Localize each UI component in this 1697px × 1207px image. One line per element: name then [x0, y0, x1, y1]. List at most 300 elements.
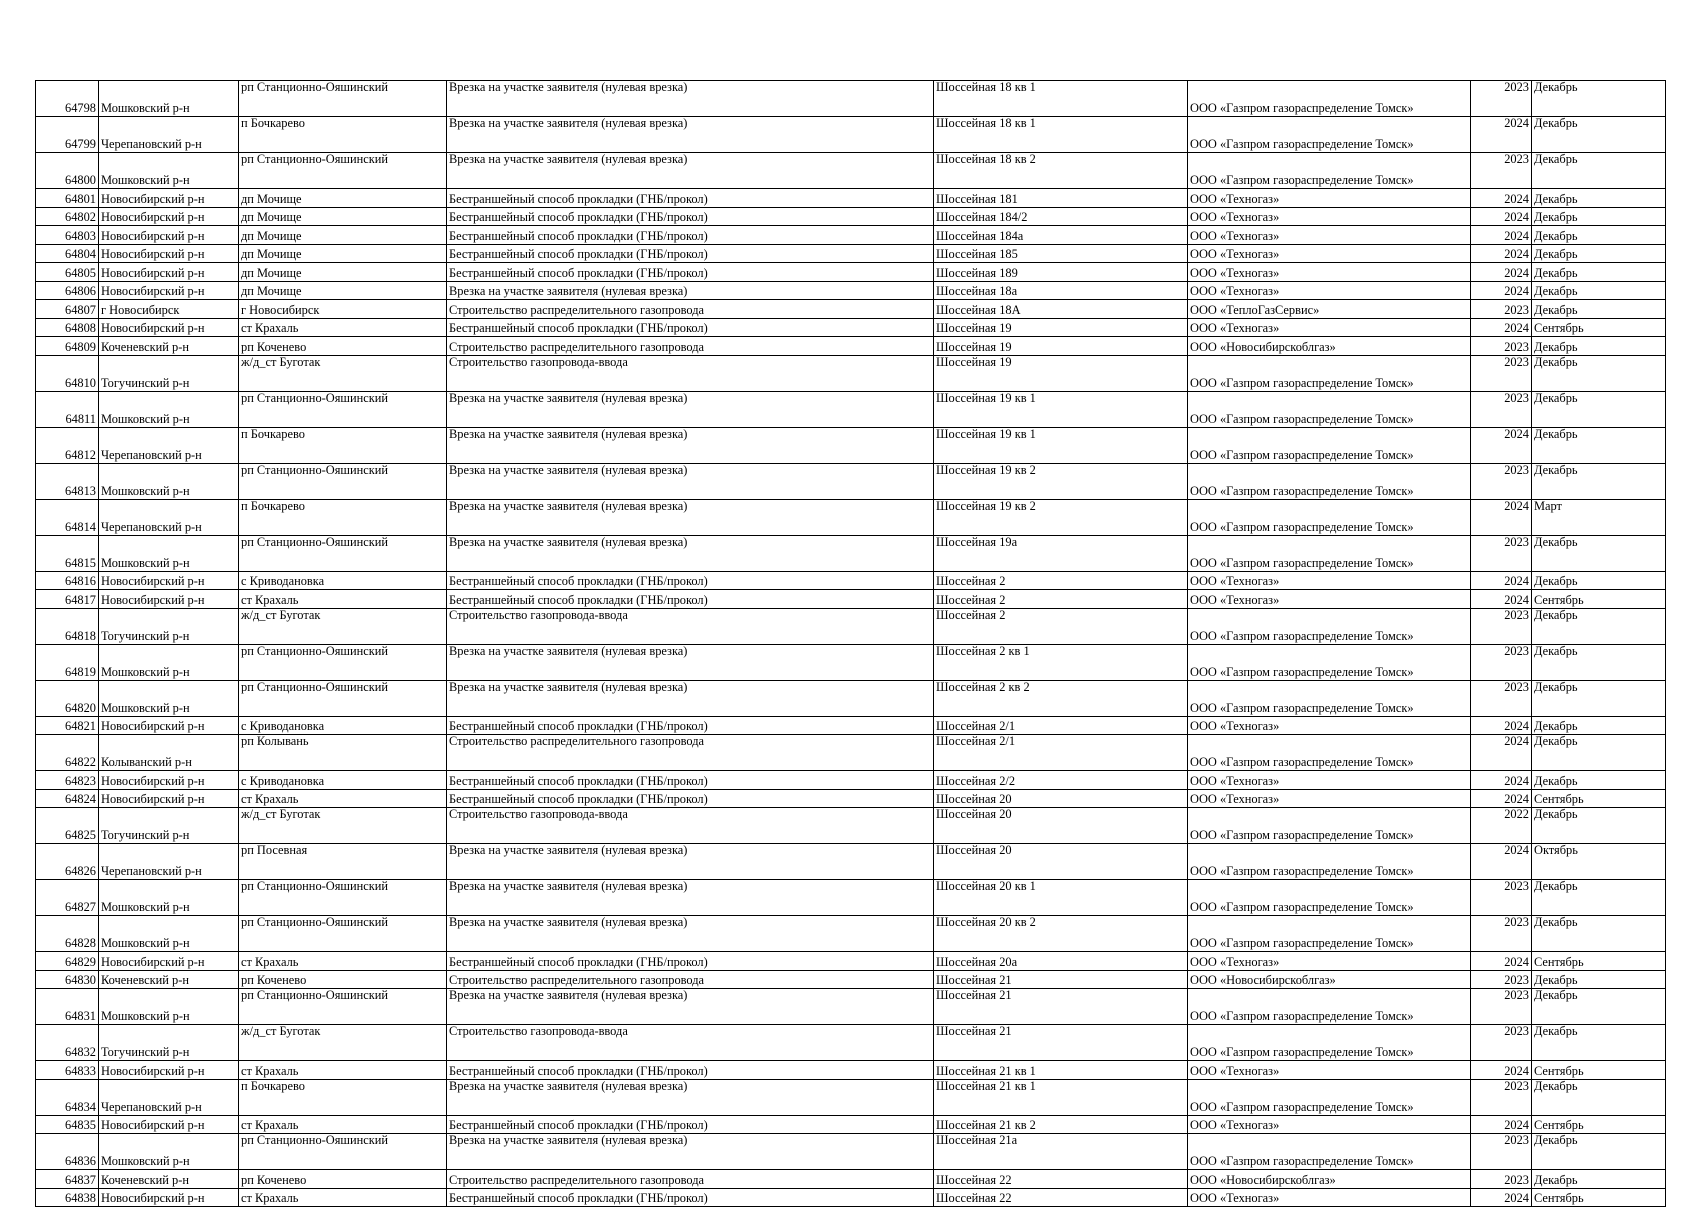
work-type-cell: Бестраншейный способ прокладки (ГНБ/прокол) — [447, 263, 934, 282]
row-id-cell: 64801 — [36, 189, 99, 208]
contractor-cell: ООО «Техногаз» — [1188, 716, 1471, 735]
locality-cell: рп Коченево — [239, 970, 447, 989]
row-id-cell: 64805 — [36, 263, 99, 282]
row-id-cell: 64838 — [36, 1188, 99, 1207]
row-id-cell: 64834 — [36, 1079, 99, 1115]
locality-cell: дп Мочище — [239, 207, 447, 226]
table-row — [36, 735, 1666, 771]
table-row — [36, 1134, 1666, 1170]
year-cell: 2024 — [1471, 571, 1532, 590]
table-row — [36, 716, 1666, 735]
address-cell: Шоссейная 22 — [934, 1170, 1188, 1189]
address-cell: Шоссейная 2 — [934, 608, 1188, 644]
year-cell: 2023 — [1471, 916, 1532, 952]
table-row — [36, 880, 1666, 916]
row-id-cell: 64831 — [36, 989, 99, 1025]
address-cell: Шоссейная 21 — [934, 989, 1188, 1025]
district-cell: Новосибирский р-н — [99, 244, 239, 263]
month-cell: Октябрь — [1532, 844, 1666, 880]
table-row — [36, 427, 1666, 463]
work-type-cell: Бестраншейный способ прокладки (ГНБ/прокол) — [447, 952, 934, 971]
district-cell: Черепановский р-н — [99, 499, 239, 535]
table-row — [36, 1170, 1666, 1189]
district-cell: Тогучинский р-н — [99, 808, 239, 844]
month-cell: Сентябрь — [1532, 1061, 1666, 1080]
row-id-cell: 64828 — [36, 916, 99, 952]
month-cell: Сентябрь — [1532, 318, 1666, 337]
work-type-cell: Строительство распределительного газопровода — [447, 300, 934, 319]
month-cell: Декабрь — [1532, 680, 1666, 716]
work-type-cell: Врезка на участке заявителя (нулевая врезка) — [447, 880, 934, 916]
district-cell: Новосибирский р-н — [99, 771, 239, 790]
locality-cell: рп Станционно-Ояшинский — [239, 1134, 447, 1170]
contractor-cell: ООО «Техногаз» — [1188, 207, 1471, 226]
address-cell: Шоссейная 21 кв 2 — [934, 1115, 1188, 1134]
work-type-cell: Бестраншейный способ прокладки (ГНБ/прокол) — [447, 1061, 934, 1080]
locality-cell: п Бочкарево — [239, 427, 447, 463]
row-id-cell: 64810 — [36, 355, 99, 391]
locality-cell: с Криводановка — [239, 571, 447, 590]
table-row — [36, 680, 1666, 716]
district-cell: Новосибирский р-н — [99, 789, 239, 808]
contractor-cell: ООО «Техногаз» — [1188, 318, 1471, 337]
year-cell: 2024 — [1471, 499, 1532, 535]
contractor-cell: ООО «Техногаз» — [1188, 226, 1471, 245]
locality-cell: ж/д_ст Буготак — [239, 808, 447, 844]
month-cell: Декабрь — [1532, 189, 1666, 208]
district-cell: Мошковский р-н — [99, 989, 239, 1025]
month-cell: Декабрь — [1532, 81, 1666, 117]
row-id-cell: 64813 — [36, 463, 99, 499]
address-cell: Шоссейная 19 — [934, 355, 1188, 391]
year-cell: 2023 — [1471, 608, 1532, 644]
district-cell: Черепановский р-н — [99, 427, 239, 463]
table-body — [36, 81, 1666, 1207]
locality-cell: рп Станционно-Ояшинский — [239, 81, 447, 117]
table-row — [36, 226, 1666, 245]
address-cell: Шоссейная 19 кв 2 — [934, 463, 1188, 499]
district-cell: Коченевский р-н — [99, 337, 239, 356]
work-type-cell: Бестраншейный способ прокладки (ГНБ/прокол) — [447, 207, 934, 226]
contractor-cell: ООО «Газпром газораспределение Томск» — [1188, 1134, 1471, 1170]
month-cell: Декабрь — [1532, 226, 1666, 245]
row-id-cell: 64824 — [36, 789, 99, 808]
work-type-cell: Врезка на участке заявителя (нулевая врезка) — [447, 499, 934, 535]
locality-cell: рп Станционно-Ояшинский — [239, 880, 447, 916]
contractor-cell: ООО «Новосибирскоблгаз» — [1188, 1170, 1471, 1189]
year-cell: 2024 — [1471, 318, 1532, 337]
address-cell: Шоссейная 20 кв 2 — [934, 916, 1188, 952]
year-cell: 2023 — [1471, 300, 1532, 319]
work-type-cell: Врезка на участке заявителя (нулевая врезка) — [447, 391, 934, 427]
row-id-cell: 64823 — [36, 771, 99, 790]
row-id-cell: 64822 — [36, 735, 99, 771]
district-cell: Коченевский р-н — [99, 1170, 239, 1189]
table-row — [36, 81, 1666, 117]
locality-cell: п Бочкарево — [239, 117, 447, 153]
table-row — [36, 207, 1666, 226]
contractor-cell: ООО «Техногаз» — [1188, 789, 1471, 808]
year-cell: 2024 — [1471, 735, 1532, 771]
locality-cell: дп Мочище — [239, 263, 447, 282]
district-cell: Новосибирский р-н — [99, 1061, 239, 1080]
month-cell: Сентябрь — [1532, 789, 1666, 808]
work-type-cell: Врезка на участке заявителя (нулевая врезка) — [447, 463, 934, 499]
table-row — [36, 808, 1666, 844]
row-id-cell: 64799 — [36, 117, 99, 153]
row-id-cell: 64836 — [36, 1134, 99, 1170]
contractor-cell: ООО «Газпром газораспределение Томск» — [1188, 644, 1471, 680]
work-type-cell: Бестраншейный способ прокладки (ГНБ/прокол) — [447, 1188, 934, 1207]
district-cell: Тогучинский р-н — [99, 608, 239, 644]
district-cell: Черепановский р-н — [99, 117, 239, 153]
month-cell: Декабрь — [1532, 337, 1666, 356]
row-id-cell: 64837 — [36, 1170, 99, 1189]
locality-cell: рп Станционно-Ояшинский — [239, 916, 447, 952]
month-cell: Декабрь — [1532, 427, 1666, 463]
locality-cell: ж/д_ст Буготак — [239, 608, 447, 644]
year-cell: 2024 — [1471, 281, 1532, 300]
contractor-cell: ООО «Новосибирскоблгаз» — [1188, 337, 1471, 356]
work-type-cell: Врезка на участке заявителя (нулевая врезка) — [447, 644, 934, 680]
contractor-cell: ООО «Газпром газораспределение Томск» — [1188, 989, 1471, 1025]
year-cell: 2023 — [1471, 391, 1532, 427]
table-row — [36, 644, 1666, 680]
address-cell: Шоссейная 20 — [934, 789, 1188, 808]
table-row — [36, 244, 1666, 263]
district-cell: Новосибирский р-н — [99, 226, 239, 245]
year-cell: 2023 — [1471, 355, 1532, 391]
district-cell: Новосибирский р-н — [99, 1115, 239, 1134]
work-type-cell: Врезка на участке заявителя (нулевая врезка) — [447, 281, 934, 300]
address-cell: Шоссейная 18 кв 1 — [934, 81, 1188, 117]
locality-cell: ст Крахаль — [239, 590, 447, 609]
row-id-cell: 64803 — [36, 226, 99, 245]
work-type-cell: Врезка на участке заявителя (нулевая врезка) — [447, 844, 934, 880]
year-cell: 2023 — [1471, 1134, 1532, 1170]
contractor-cell: ООО «Техногаз» — [1188, 571, 1471, 590]
table-row — [36, 844, 1666, 880]
row-id-cell: 64812 — [36, 427, 99, 463]
month-cell: Декабрь — [1532, 300, 1666, 319]
contractor-cell: ООО «Газпром газораспределение Томск» — [1188, 680, 1471, 716]
work-type-cell: Врезка на участке заявителя (нулевая врезка) — [447, 81, 934, 117]
year-cell: 2023 — [1471, 970, 1532, 989]
year-cell: 2024 — [1471, 1188, 1532, 1207]
district-cell: Новосибирский р-н — [99, 571, 239, 590]
year-cell: 2023 — [1471, 880, 1532, 916]
year-cell: 2023 — [1471, 153, 1532, 189]
row-id-cell: 64827 — [36, 880, 99, 916]
year-cell: 2023 — [1471, 535, 1532, 571]
address-cell: Шоссейная 18а — [934, 281, 1188, 300]
contractor-cell: ООО «Техногаз» — [1188, 281, 1471, 300]
locality-cell: рп Станционно-Ояшинский — [239, 680, 447, 716]
row-id-cell: 64835 — [36, 1115, 99, 1134]
month-cell: Декабрь — [1532, 117, 1666, 153]
locality-cell: рп Станционно-Ояшинский — [239, 391, 447, 427]
row-id-cell: 64800 — [36, 153, 99, 189]
year-cell: 2023 — [1471, 463, 1532, 499]
table-row — [36, 300, 1666, 319]
table-row — [36, 391, 1666, 427]
work-type-cell: Врезка на участке заявителя (нулевая врезка) — [447, 153, 934, 189]
locality-cell: с Криводановка — [239, 716, 447, 735]
work-type-cell: Строительство распределительного газопровода — [447, 970, 934, 989]
month-cell: Декабрь — [1532, 535, 1666, 571]
contractor-cell: ООО «Газпром газораспределение Томск» — [1188, 535, 1471, 571]
contractor-cell: ООО «Газпром газораспределение Томск» — [1188, 117, 1471, 153]
district-cell: Тогучинский р-н — [99, 355, 239, 391]
district-cell: Мошковский р-н — [99, 391, 239, 427]
work-type-cell: Врезка на участке заявителя (нулевая врезка) — [447, 916, 934, 952]
address-cell: Шоссейная 22 — [934, 1188, 1188, 1207]
district-cell: Коченевский р-н — [99, 970, 239, 989]
locality-cell: рп Посевная — [239, 844, 447, 880]
row-id-cell: 64817 — [36, 590, 99, 609]
month-cell: Декабрь — [1532, 391, 1666, 427]
year-cell: 2023 — [1471, 989, 1532, 1025]
row-id-cell: 64811 — [36, 391, 99, 427]
work-type-cell: Бестраншейный способ прокладки (ГНБ/прокол) — [447, 771, 934, 790]
locality-cell: ст Крахаль — [239, 1188, 447, 1207]
row-id-cell: 64807 — [36, 300, 99, 319]
work-type-cell: Бестраншейный способ прокладки (ГНБ/прокол) — [447, 1115, 934, 1134]
address-cell: Шоссейная 185 — [934, 244, 1188, 263]
district-cell: Тогучинский р-н — [99, 1025, 239, 1061]
table-row — [36, 1079, 1666, 1115]
month-cell: Декабрь — [1532, 1079, 1666, 1115]
row-id-cell: 64826 — [36, 844, 99, 880]
year-cell: 2024 — [1471, 263, 1532, 282]
table-row — [36, 970, 1666, 989]
year-cell: 2024 — [1471, 244, 1532, 263]
row-id-cell: 64815 — [36, 535, 99, 571]
month-cell: Декабрь — [1532, 880, 1666, 916]
address-cell: Шоссейная 19 кв 1 — [934, 391, 1188, 427]
address-cell: Шоссейная 2 кв 1 — [934, 644, 1188, 680]
row-id-cell: 64802 — [36, 207, 99, 226]
table-row — [36, 189, 1666, 208]
locality-cell: дп Мочище — [239, 281, 447, 300]
contractor-cell: ООО «Газпром газораспределение Томск» — [1188, 735, 1471, 771]
row-id-cell: 64825 — [36, 808, 99, 844]
district-cell: г Новосибирск — [99, 300, 239, 319]
locality-cell: с Криводановка — [239, 771, 447, 790]
district-cell: Мошковский р-н — [99, 153, 239, 189]
district-cell: Мошковский р-н — [99, 644, 239, 680]
row-id-cell: 64808 — [36, 318, 99, 337]
year-cell: 2024 — [1471, 590, 1532, 609]
work-type-cell: Бестраншейный способ прокладки (ГНБ/прокол) — [447, 789, 934, 808]
year-cell: 2024 — [1471, 117, 1532, 153]
month-cell: Декабрь — [1532, 263, 1666, 282]
address-cell: Шоссейная 20 — [934, 808, 1188, 844]
table-row — [36, 916, 1666, 952]
district-cell: Новосибирский р-н — [99, 263, 239, 282]
district-cell: Новосибирский р-н — [99, 716, 239, 735]
table-row — [36, 1061, 1666, 1080]
address-cell: Шоссейная 21 кв 1 — [934, 1079, 1188, 1115]
work-type-cell: Строительство распределительного газопровода — [447, 337, 934, 356]
district-cell: Черепановский р-н — [99, 1079, 239, 1115]
work-type-cell: Бестраншейный способ прокладки (ГНБ/прокол) — [447, 318, 934, 337]
locality-cell: ж/д_ст Буготак — [239, 355, 447, 391]
locality-cell: рп Станционно-Ояшинский — [239, 989, 447, 1025]
address-cell: Шоссейная 2 кв 2 — [934, 680, 1188, 716]
year-cell: 2022 — [1471, 808, 1532, 844]
address-cell: Шоссейная 21а — [934, 1134, 1188, 1170]
address-cell: Шоссейная 21 кв 1 — [934, 1061, 1188, 1080]
month-cell: Декабрь — [1532, 735, 1666, 771]
data-table — [35, 80, 1666, 1207]
row-id-cell: 64809 — [36, 337, 99, 356]
month-cell: Декабрь — [1532, 644, 1666, 680]
district-cell: Новосибирский р-н — [99, 1188, 239, 1207]
district-cell: Новосибирский р-н — [99, 281, 239, 300]
month-cell: Декабрь — [1532, 355, 1666, 391]
address-cell: Шоссейная 2/1 — [934, 716, 1188, 735]
contractor-cell: ООО «Газпром газораспределение Томск» — [1188, 355, 1471, 391]
work-type-cell: Врезка на участке заявителя (нулевая врезка) — [447, 989, 934, 1025]
month-cell: Декабрь — [1532, 244, 1666, 263]
table-row — [36, 1188, 1666, 1207]
month-cell: Декабрь — [1532, 571, 1666, 590]
row-id-cell: 64830 — [36, 970, 99, 989]
contractor-cell: ООО «Газпром газораспределение Томск» — [1188, 1025, 1471, 1061]
address-cell: Шоссейная 18 кв 1 — [934, 117, 1188, 153]
month-cell: Декабрь — [1532, 1025, 1666, 1061]
table-row — [36, 281, 1666, 300]
work-type-cell: Врезка на участке заявителя (нулевая врезка) — [447, 427, 934, 463]
table-row — [36, 318, 1666, 337]
district-cell: Мошковский р-н — [99, 535, 239, 571]
contractor-cell: ООО «Новосибирскоблгаз» — [1188, 970, 1471, 989]
table-row — [36, 535, 1666, 571]
work-type-cell: Строительство газопровода-ввода — [447, 808, 934, 844]
contractor-cell: ООО «ТеплоГазСервис» — [1188, 300, 1471, 319]
contractor-cell: ООО «Техногаз» — [1188, 1115, 1471, 1134]
address-cell: Шоссейная 189 — [934, 263, 1188, 282]
month-cell: Декабрь — [1532, 608, 1666, 644]
contractor-cell: ООО «Газпром газораспределение Томск» — [1188, 608, 1471, 644]
locality-cell: п Бочкарево — [239, 1079, 447, 1115]
table-row — [36, 117, 1666, 153]
year-cell: 2024 — [1471, 1115, 1532, 1134]
month-cell: Декабрь — [1532, 463, 1666, 499]
contractor-cell: ООО «Газпром газораспределение Томск» — [1188, 808, 1471, 844]
contractor-cell: ООО «Газпром газораспределение Томск» — [1188, 153, 1471, 189]
contractor-cell: ООО «Техногаз» — [1188, 590, 1471, 609]
year-cell: 2023 — [1471, 680, 1532, 716]
address-cell: Шоссейная 181 — [934, 189, 1188, 208]
contractor-cell: ООО «Техногаз» — [1188, 771, 1471, 790]
year-cell: 2024 — [1471, 716, 1532, 735]
month-cell: Декабрь — [1532, 989, 1666, 1025]
work-type-cell: Бестраншейный способ прокладки (ГНБ/прокол) — [447, 226, 934, 245]
district-cell: Мошковский р-н — [99, 463, 239, 499]
year-cell: 2024 — [1471, 226, 1532, 245]
contractor-cell: ООО «Газпром газораспределение Томск» — [1188, 916, 1471, 952]
work-type-cell: Строительство газопровода-ввода — [447, 1025, 934, 1061]
district-cell: Новосибирский р-н — [99, 207, 239, 226]
contractor-cell: ООО «Газпром газораспределение Томск» — [1188, 880, 1471, 916]
year-cell: 2024 — [1471, 1061, 1532, 1080]
locality-cell: дп Мочище — [239, 244, 447, 263]
row-id-cell: 64814 — [36, 499, 99, 535]
month-cell: Март — [1532, 499, 1666, 535]
contractor-cell: ООО «Техногаз» — [1188, 952, 1471, 971]
locality-cell: ст Крахаль — [239, 952, 447, 971]
district-cell: Мошковский р-н — [99, 1134, 239, 1170]
address-cell: Шоссейная 21 — [934, 1025, 1188, 1061]
year-cell: 2023 — [1471, 81, 1532, 117]
year-cell: 2024 — [1471, 207, 1532, 226]
address-cell: Шоссейная 2/1 — [934, 735, 1188, 771]
contractor-cell: ООО «Газпром газораспределение Томск» — [1188, 81, 1471, 117]
month-cell: Сентябрь — [1532, 952, 1666, 971]
work-type-cell: Врезка на участке заявителя (нулевая врезка) — [447, 117, 934, 153]
locality-cell: рп Колывань — [239, 735, 447, 771]
month-cell: Декабрь — [1532, 716, 1666, 735]
table-row — [36, 153, 1666, 189]
contractor-cell: ООО «Техногаз» — [1188, 244, 1471, 263]
year-cell: 2024 — [1471, 427, 1532, 463]
contractor-cell: ООО «Газпром газораспределение Томск» — [1188, 844, 1471, 880]
address-cell: Шоссейная 19 — [934, 318, 1188, 337]
address-cell: Шоссейная 184а — [934, 226, 1188, 245]
locality-cell: рп Коченево — [239, 337, 447, 356]
month-cell: Декабрь — [1532, 916, 1666, 952]
district-cell: Мошковский р-н — [99, 680, 239, 716]
month-cell: Сентябрь — [1532, 1188, 1666, 1207]
locality-cell: ст Крахаль — [239, 318, 447, 337]
year-cell: 2023 — [1471, 337, 1532, 356]
district-cell: Новосибирский р-н — [99, 952, 239, 971]
contractor-cell: ООО «Газпром газораспределение Томск» — [1188, 499, 1471, 535]
locality-cell: г Новосибирск — [239, 300, 447, 319]
table-row — [36, 952, 1666, 971]
contractor-cell: ООО «Техногаз» — [1188, 1188, 1471, 1207]
table-row — [36, 590, 1666, 609]
district-cell: Мошковский р-н — [99, 916, 239, 952]
locality-cell: ст Крахаль — [239, 1061, 447, 1080]
table-row — [36, 263, 1666, 282]
row-id-cell: 64818 — [36, 608, 99, 644]
month-cell: Сентябрь — [1532, 590, 1666, 609]
address-cell: Шоссейная 2 — [934, 590, 1188, 609]
table-row — [36, 608, 1666, 644]
address-cell: Шоссейная 19 кв 1 — [934, 427, 1188, 463]
address-cell: Шоссейная 2 — [934, 571, 1188, 590]
year-cell: 2023 — [1471, 1025, 1532, 1061]
month-cell: Декабрь — [1532, 970, 1666, 989]
address-cell: Шоссейная 2/2 — [934, 771, 1188, 790]
month-cell: Декабрь — [1532, 1170, 1666, 1189]
address-cell: Шоссейная 20а — [934, 952, 1188, 971]
row-id-cell: 64832 — [36, 1025, 99, 1061]
locality-cell: п Бочкарево — [239, 499, 447, 535]
district-cell: Новосибирский р-н — [99, 318, 239, 337]
year-cell: 2024 — [1471, 789, 1532, 808]
table-row — [36, 771, 1666, 790]
locality-cell: ст Крахаль — [239, 1115, 447, 1134]
contractor-cell: ООО «Газпром газораспределение Томск» — [1188, 427, 1471, 463]
year-cell: 2024 — [1471, 844, 1532, 880]
work-type-cell: Врезка на участке заявителя (нулевая врезка) — [447, 1134, 934, 1170]
address-cell: Шоссейная 184/2 — [934, 207, 1188, 226]
address-cell: Шоссейная 19 кв 2 — [934, 499, 1188, 535]
